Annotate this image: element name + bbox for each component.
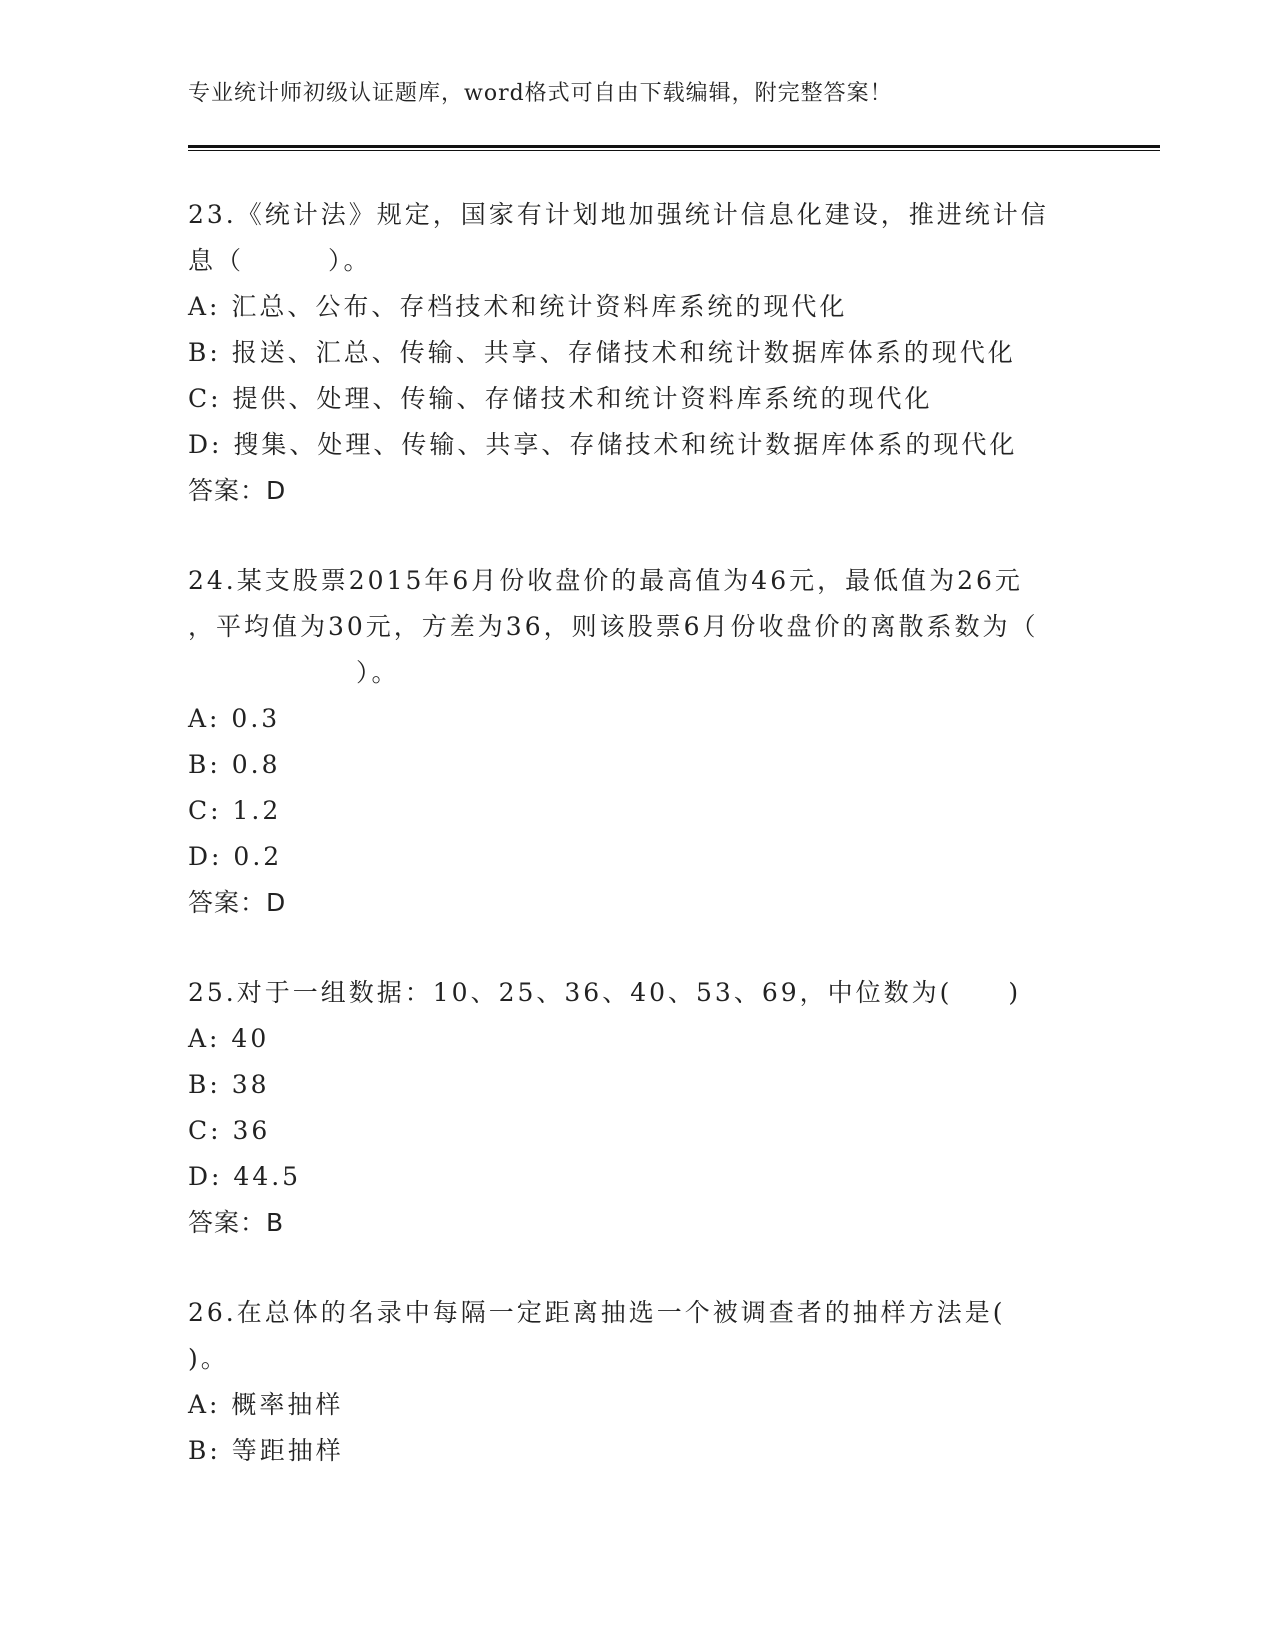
option-b: B: 0.8 [188,750,281,779]
option-b: B: 等距抽样 [188,1436,344,1465]
option-a: A: 概率抽样 [188,1390,344,1419]
question-stem-line: ）。 [188,658,400,687]
question-23 [188,192,1088,514]
option-c: C: 36 [188,1116,271,1145]
answer-text: 答案：D [188,476,287,505]
option-d: D: 搜集、处理、传输、共享、存储技术和统计数据库体系的现代化 [188,430,1018,459]
question-25 [188,970,1088,1246]
page-header: 专业统计师初级认证题库，word格式可自由下载编辑，附完整答案！ [188,81,893,106]
answer-text: 答案：D [188,888,287,917]
option-b: B: 38 [188,1070,270,1099]
option-b: B: 报送、汇总、传输、共享、存储技术和统计数据库体系的现代化 [188,338,1016,367]
option-a: A: 0.3 [188,704,281,733]
option-d: D: 0.2 [188,842,283,871]
question-stem-line: 24.某支股票2015年6月份收盘价的最高值为46元，最低值为26元 [188,566,1023,595]
answer-text: 答案：B [188,1208,285,1237]
question-stem-line: 23.《统计法》规定，国家有计划地加强统计信息化建设，推进统计信 [188,200,1049,229]
question-stem-line: ，平均值为30元，方差为36，则该股票6月份收盘价的离散系数为（ [188,612,1039,641]
option-c: C: 提供、处理、传输、存储技术和统计资料库系统的现代化 [188,384,933,413]
question-stem-line: 26.在总体的名录中每隔一定距离抽选一个被调查者的抽样方法是( [188,1298,1006,1327]
option-a: A: 40 [188,1024,270,1053]
header-divider [188,145,1160,151]
question-stem-line: 25.对于一组数据：10、25、36、40、53、69，中位数为( ) [188,978,1022,1007]
option-c: C: 1.2 [188,796,282,825]
question-24 [188,558,1088,926]
option-d: D: 44.5 [188,1162,302,1191]
option-a: A: 汇总、公布、存档技术和统计资料库系统的现代化 [188,292,848,321]
question-stem-line: 息（ ）。 [188,246,372,275]
question-26 [188,1290,1088,1474]
question-stem-line: )。 [188,1344,229,1373]
